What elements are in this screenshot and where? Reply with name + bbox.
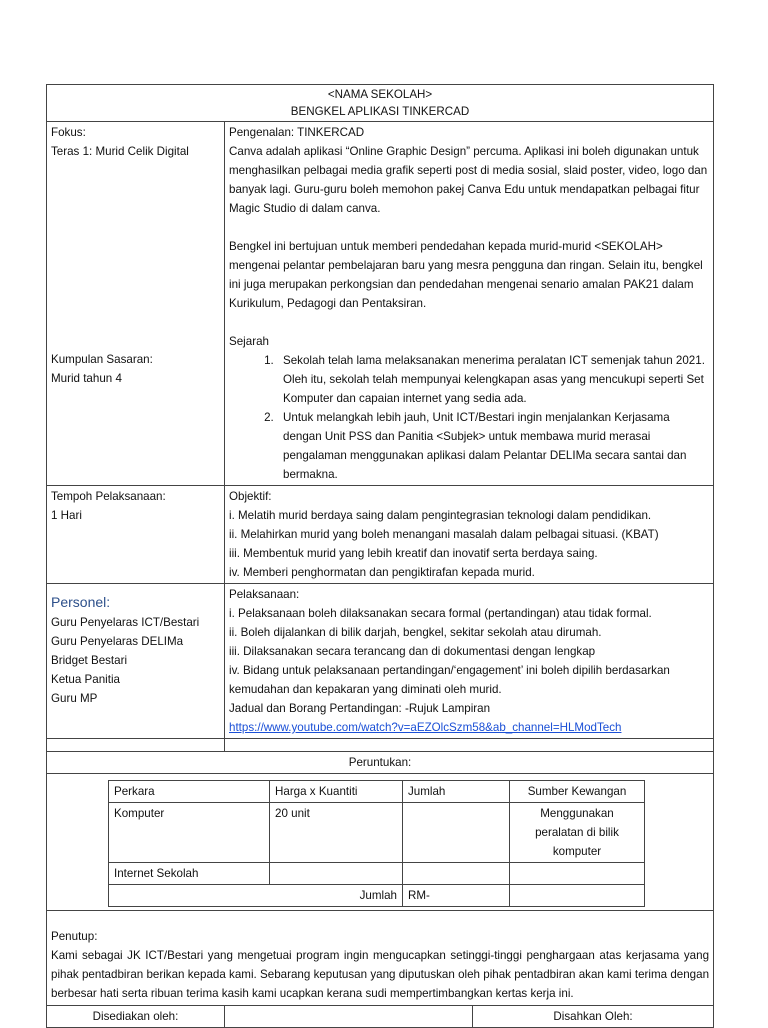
disediakan-label: Disediakan oleh: (47, 1006, 225, 1028)
signature-blank (225, 1006, 473, 1028)
sejarah-item: 2. Untuk melangkah lebih jauh, Unit ICT/Bestari ingin menjalankan Kerjasama dengan Unit PSS dan Panitia <Subjek> untuk membawa murid merasai pengalaman menggunakan aplikasi dalam Pelantar DELIMa secara santai dan bermakna. (277, 408, 709, 484)
penutup-label: Penutup: (51, 930, 98, 943)
personel-item: Ketua Panitia (51, 673, 120, 686)
budget-row (109, 803, 645, 863)
sasaran-value: Murid tahun 4 (51, 372, 122, 385)
document (46, 84, 713, 1028)
budget-cell (510, 863, 645, 885)
objektif-item: iv. Memberi penghormatan dan pengiktirafan kepada murid. (229, 566, 535, 579)
budget-header: Sumber Kewangan (510, 781, 645, 803)
sejarah-item: 1. Sekolah telah lama melaksanakan menerima peralatan ICT semenjak tahun 2021. Oleh itu, sekolah telah mempunyai kelengkapan asas yang mencukupi seperti Set Komputer dan capaian internet yang sedia ada. (277, 351, 709, 408)
budget-total-label: Jumlah (109, 885, 403, 907)
budget-row (109, 863, 645, 885)
jadual-text: Jadual dan Borang Pertandingan: -Rujuk Lampiran (229, 702, 491, 715)
sejarah-list (229, 351, 709, 484)
budget-cell (510, 885, 645, 907)
personel-label: Personel: (51, 594, 111, 610)
objektif-row (47, 486, 714, 584)
peruntukan-cell (47, 774, 714, 911)
budget-cell (270, 863, 403, 885)
spacer-row (47, 739, 714, 752)
budget-cell: Menggunakan peralatan di bilik komputer (510, 803, 645, 863)
personel-cell (47, 584, 225, 739)
objektif-label: Objektif: (229, 490, 272, 503)
tempoh-value: 1 Hari (51, 509, 82, 522)
proposal-table (46, 84, 714, 1028)
peruntukan-row (47, 774, 714, 911)
penutup-cell (47, 911, 714, 1006)
budget-header-row (109, 781, 645, 803)
header-row (47, 85, 714, 122)
budget-header: Perkara (109, 781, 270, 803)
personel-item: Guru Penyelaras DELIMa (51, 635, 184, 648)
personel-item: Bridget Bestari (51, 654, 128, 667)
pelaksanaan-item: iv. Bidang untuk pelaksanaan pertandingan/‘engagement’ ini boleh dipilih berdasarkan kemudahan dan kepakaran yang diminati oleh murid. (229, 664, 670, 696)
sasaran-label: Kumpulan Sasaran: (51, 353, 153, 366)
objektif-item: ii. Melahirkan murid yang boleh menangani masalah dalam pelbagai situasi. (KBAT) (229, 528, 659, 541)
penutup-text: Kami sebagai JK ICT/Bestari yang mengetuai program ingin mengucapkan setinggi-tinggi penghargaan atas kerjasama yang pihak pentadbiran berikan kepada kami. Sebarang keputusan yang diputuskan oleh pihak pentadbiran akan kami terima dengan berbesar hati serta ribuan terima kasih kami ucapkan kerana sudi mempertimbangkan kertas kerja ini. (51, 949, 710, 1000)
pelaksanaan-item: i. Pelaksanaan boleh dilaksanakan secara formal (pertandingan) atau tidak formal. (229, 607, 652, 620)
personel-item: Guru MP (51, 692, 98, 705)
disahkan-label: Disahkan Oleh: (473, 1006, 714, 1028)
budget-header: Harga x Kuantiti (270, 781, 403, 803)
sejarah-label: Sejarah (229, 335, 269, 348)
document-title: BENGKEL APLIKASI TINKERCAD (290, 105, 470, 118)
pelaksanaan-label: Pelaksanaan: (229, 588, 300, 601)
school-name: <NAMA SEKOLAH> (327, 88, 433, 101)
budget-cell: 20 unit (270, 803, 403, 863)
pelaksanaan-item: ii. Boleh dijalankan di bilik darjah, bengkel, sekitar sekolah atau dirumah. (229, 626, 602, 639)
peruntukan-label: Peruntukan: (47, 752, 714, 774)
objektif-cell (225, 486, 714, 584)
spacer-cell-left (47, 739, 225, 752)
penutup-row (47, 911, 714, 1006)
fokus-value: Teras 1: Murid Celik Digital (51, 145, 189, 158)
youtube-link[interactable]: https://www.youtube.com/watch?v=aEZOlcSzm58&ab_channel=HLModTech (229, 721, 622, 734)
pelaksanaan-row (47, 584, 714, 739)
objektif-item: i. Melatih murid berdaya saing dalam pengintegrasian teknologi dalam pendidikan. (229, 509, 652, 522)
budget-total-value: RM- (403, 885, 510, 907)
fokus-label: Fokus: (51, 126, 86, 139)
spacer-cell-right (225, 739, 714, 752)
pengenalan-cell (225, 122, 714, 486)
budget-cell: Komputer (109, 803, 270, 863)
pengenalan-paragraph-2: Bengkel ini bertujuan untuk memberi pendedahan kepada murid-murid <SEKOLAH> mengenai pelantar pembelajaran baru yang mesra pengguna dan ringan. Selain itu, bengkel ini juga merupakan perkongsian dan pendedahan mengenai senario amalan PAK21 dalam Kurikulum, Pedagogi dan Pentaksiran. (229, 240, 703, 310)
intro-row (47, 122, 714, 486)
tempoh-cell (47, 486, 225, 584)
personel-item: Guru Penyelaras ICT/Bestari (51, 616, 200, 629)
signature-row (47, 1006, 714, 1028)
objektif-item: iii. Membentuk murid yang lebih kreatif dan inovatif serta berdaya saing. (229, 547, 598, 560)
budget-cell: Internet Sekolah (109, 863, 270, 885)
budget-table (108, 780, 645, 907)
header-cell (47, 85, 714, 122)
pengenalan-paragraph-1: Canva adalah aplikasi “Online Graphic Design” percuma. Aplikasi ini boleh digunakan untuk menghasilkan pelbagai media grafik seperti post di media sosial, slaid poster, video, logo dan banyak lagi. Guru-guru boleh memohon pakej Canva Edu untuk mendapatkan pelbagai fitur Magic Studio di dalam canva. (229, 145, 708, 215)
pelaksanaan-item: iii. Dilaksanakan secara terancang dan di dokumentasi dengan lengkap (229, 645, 596, 658)
tempoh-label: Tempoh Pelaksanaan: (51, 490, 166, 503)
peruntukan-heading-row (47, 752, 714, 774)
budget-total-row (109, 885, 645, 907)
budget-cell (403, 803, 510, 863)
pelaksanaan-cell (225, 584, 714, 739)
fokus-cell (47, 122, 225, 486)
pengenalan-title: Pengenalan: TINKERCAD (229, 126, 365, 139)
budget-cell (403, 863, 510, 885)
budget-header: Jumlah (403, 781, 510, 803)
